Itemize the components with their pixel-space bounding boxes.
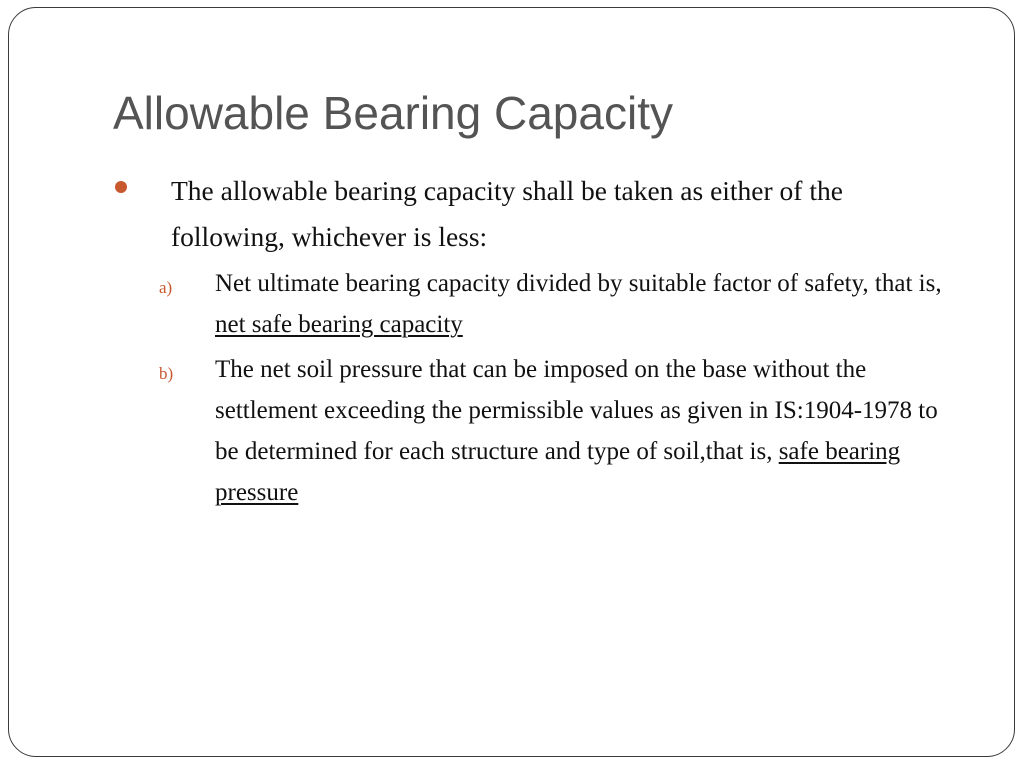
slide-title: Allowable Bearing Capacity [113,87,673,139]
main-bullet-text: The allowable bearing capacity shall be taken as either of the following, whichever is less: [171,175,843,252]
sub-item-a [215,263,955,345]
sub-item-b-text: The net soil pressure that can be imposed on the base without the settlement exceeding the permissible values as given in IS:1904-1978 to be determined for each structure and type of soil,that is, [215,356,938,465]
bullet-dot-icon [115,181,127,193]
sub-item-a-emphasis: net safe bearing capacity [215,311,463,338]
sub-item-b-emphasis: safe bearing pressure [215,438,901,506]
sub-item-b [215,349,955,513]
sub-item-marker-b: b) [159,364,174,383]
sub-item-a-text: Net ultimate bearing capacity divided by suitable factor of safety, that is, [215,270,942,297]
sub-item-marker-a: a) [159,278,173,297]
